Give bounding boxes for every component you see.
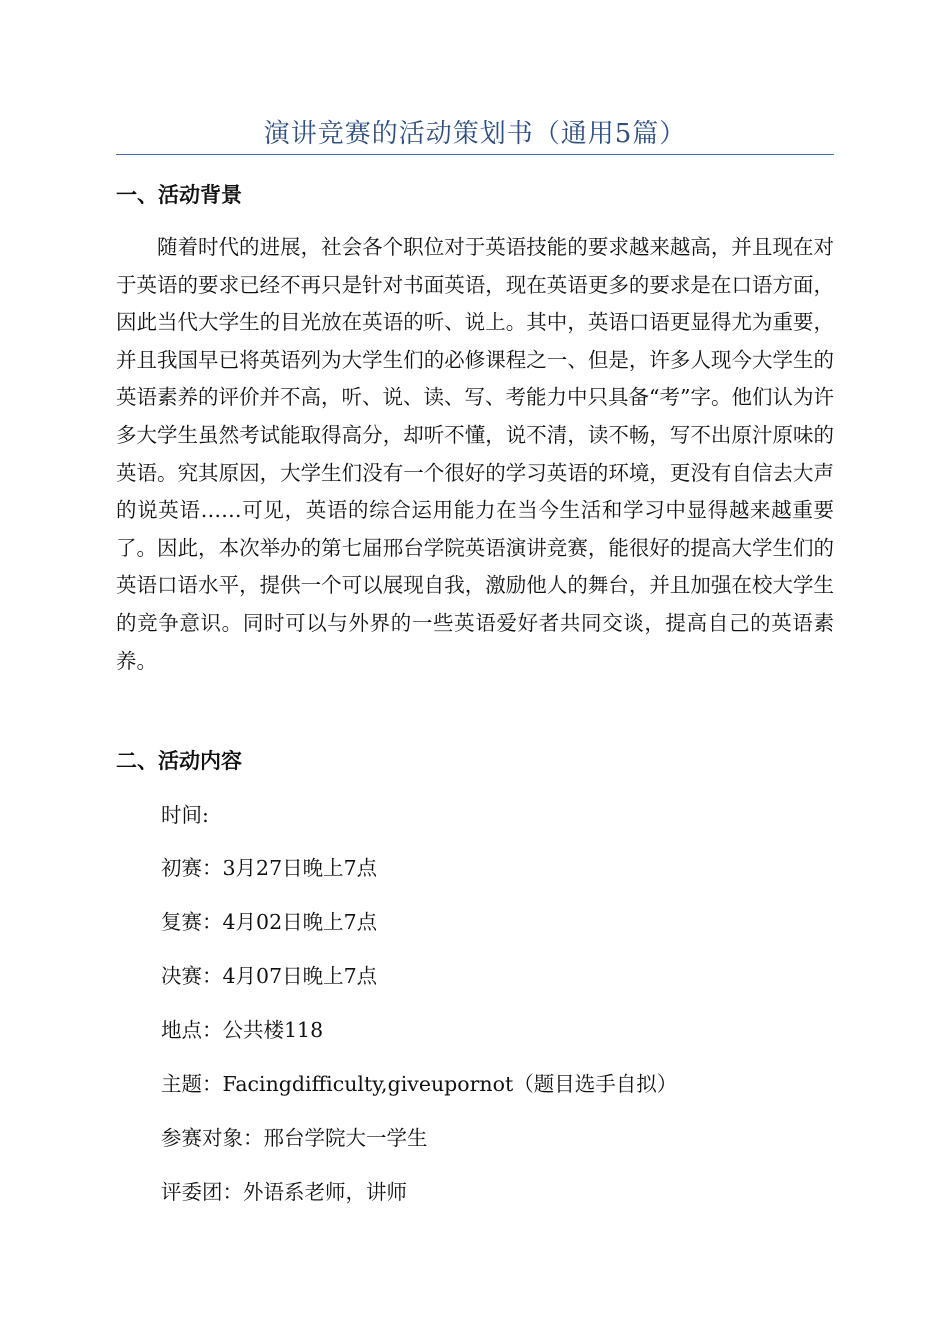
judges-line: 评委团：外语系老师，讲师 bbox=[161, 1180, 407, 1204]
time-label: 时间: bbox=[161, 803, 209, 827]
document-title: 演讲竞赛的活动策划书（通用5篇） bbox=[263, 119, 687, 149]
location-line: 地点：公共楼118 bbox=[161, 1018, 324, 1042]
section-heading-background: 一、活动背景 bbox=[116, 183, 242, 207]
semifinal-round: 复赛：4月02日晚上7点 bbox=[161, 910, 378, 934]
title-underline bbox=[116, 154, 834, 155]
preliminary-round: 初赛：3月27日晚上7点 bbox=[161, 856, 378, 880]
background-paragraph: 随着时代的进展，社会各个职位对于英语技能的要求越来越高，并且现在对于英语的要求已经不再只是针对书面英语，现在英语更多的要求是在口语方面，因此当代大学生的目光放在英语的听、说上。其中，英语口语更显得尤为重要，并且我国早已将英语列为大学生们的必修课程之一、但是，许多人现今大学生的英语素养的评价并不高，听、说、读、写、考能力中只具备“考”字。他们认为许多大学生虽然考试能取得高分，却听不懂，说不清，读不畅，写不出原汁原味的英语。究其原因，大学生们没有一个很好的学习英语的环境，更没有自信去大声的说英语……可见，英语的综合运用能力在当今生活和学习中显得越来越重要了。因此，本次举办的第七届邢台学院英语演讲竞赛，能很好的提高大学生们的英语口语水平，提供一个可以展现自我，激励他人的舞台，并且加强在校大学生的竞争意识。同时可以与外界的一些英语爱好者共同交谈，提高自己的英语素养。 bbox=[116, 235, 834, 673]
section-heading-content: 二、活动内容 bbox=[116, 749, 242, 773]
final-round: 决赛：4月07日晚上7点 bbox=[161, 964, 378, 988]
participants-line: 参赛对象：邢台学院大一学生 bbox=[161, 1126, 428, 1150]
theme-line: 主题：Facingdifficulty,giveupornot（题目选手自拟） bbox=[161, 1072, 678, 1096]
